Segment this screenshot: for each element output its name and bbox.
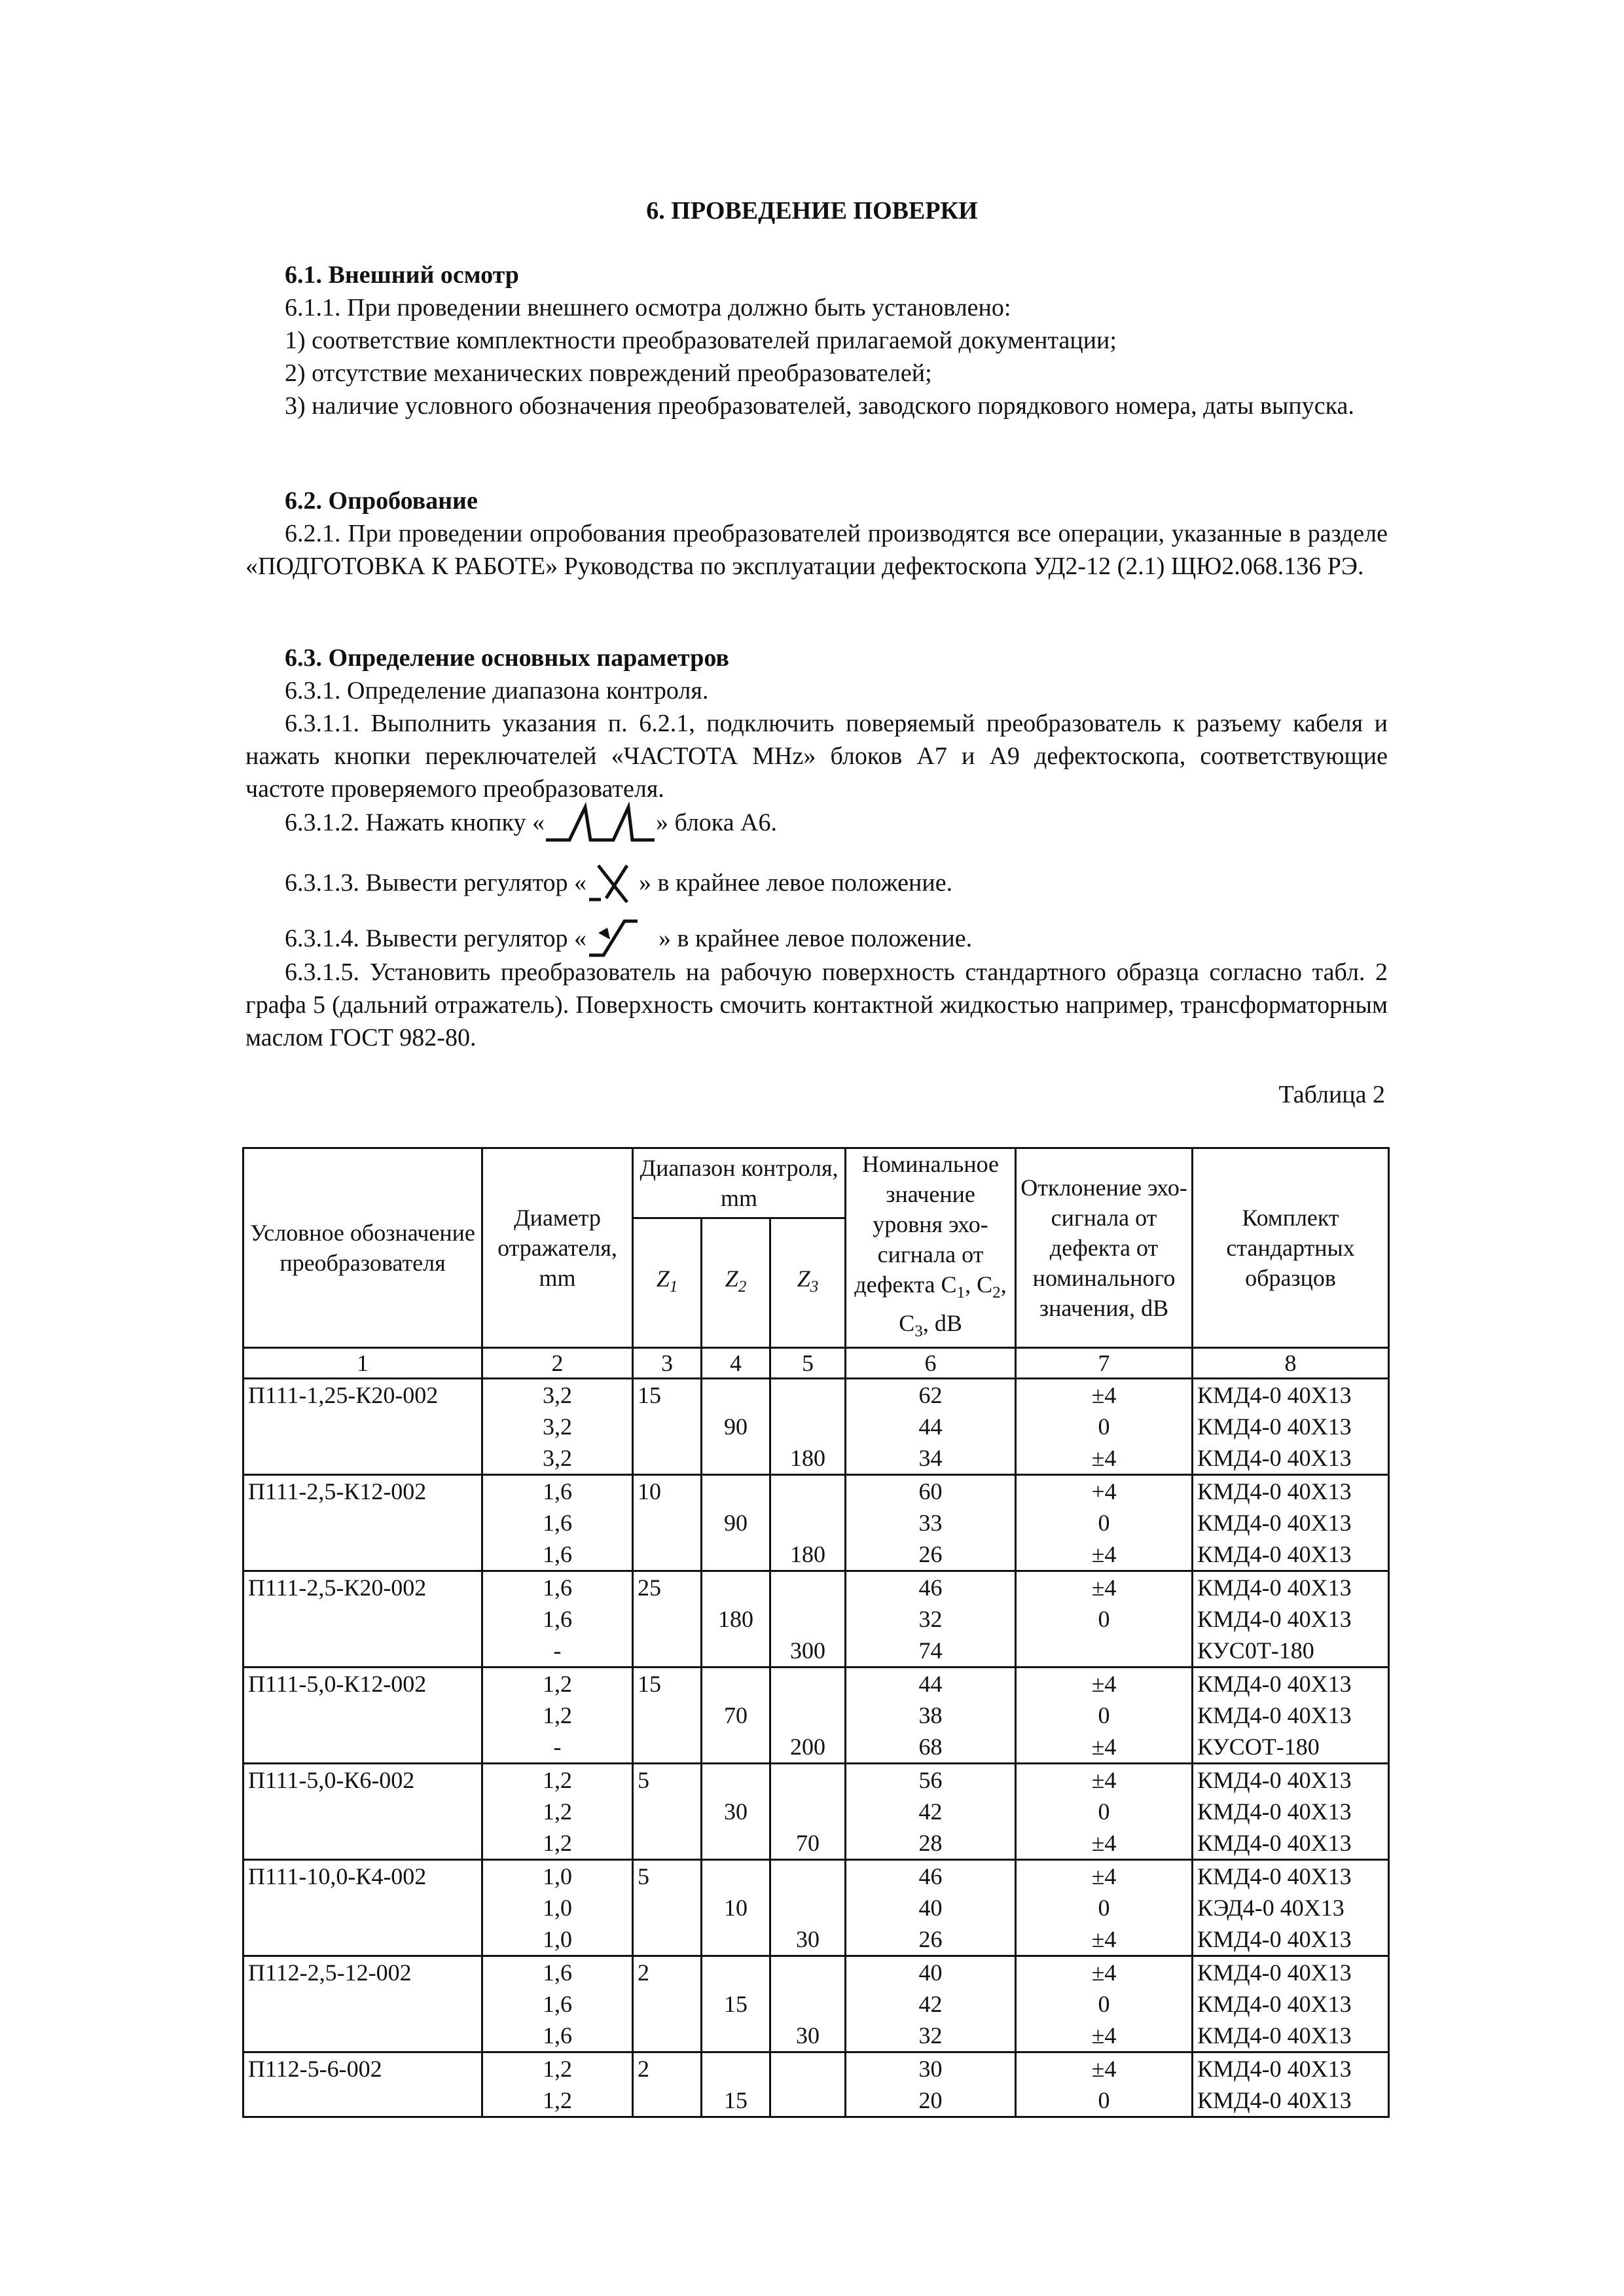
cell-z2: [702, 1923, 770, 1956]
cell-z3: [770, 2085, 846, 2117]
cell-diameter: 1,6: [482, 1571, 633, 1604]
cell-z1: [633, 2020, 702, 2052]
pulse-button-icon: [545, 802, 656, 848]
cell-deviation: [1016, 1635, 1193, 1667]
cell-diameter: 3,2: [482, 1379, 633, 1412]
cell-z1: [633, 1507, 702, 1539]
table-header-row-1: [244, 1148, 1389, 1218]
cell-deviation: ±4: [1016, 1827, 1193, 1860]
paragraph-6-3-1-4-end: » в крайнее левое положение.: [659, 924, 973, 953]
cell-deviation: ±4: [1016, 1571, 1193, 1604]
cell-deviation: 0: [1016, 1507, 1193, 1539]
paragraph-6-3-1-3-end: » в крайнее левое положение.: [639, 869, 953, 897]
header-z1: $Z_1$: [633, 1218, 702, 1348]
cell-diameter: 1,6: [482, 2020, 633, 2052]
cell-z1: [633, 1539, 702, 1571]
cell-diameter: 1,0: [482, 1892, 633, 1923]
cell-sample-set: КМД4-0 40Х13: [1193, 1700, 1389, 1731]
header-z2: $Z_2$: [702, 1218, 770, 1348]
table-row: [244, 1507, 1389, 1539]
header-diameter: Диаметр отражателя, mm: [482, 1148, 633, 1348]
cell-sample-set: КМД4-0 40Х13: [1193, 1411, 1389, 1442]
cell-diameter: -: [482, 1635, 633, 1667]
cell-z1: [633, 1988, 702, 2020]
cell-nominal-level: 26: [846, 1539, 1016, 1571]
cell-deviation: 0: [1016, 1603, 1193, 1635]
cell-diameter: 1,6: [482, 1956, 633, 1989]
cell-deviation: +4: [1016, 1475, 1193, 1508]
table-row: [244, 1764, 1389, 1796]
cell-nominal-level: 56: [846, 1764, 1016, 1796]
cell-nominal-level: 30: [846, 2052, 1016, 2085]
cell-deviation: ±4: [1016, 1442, 1193, 1475]
header-range: Диапазон контроля, mm: [633, 1148, 846, 1218]
cell-deviation: ±4: [1016, 1956, 1193, 1989]
cell-z3: 200: [770, 1731, 846, 1764]
cell-sample-set: КМД4-0 40Х13: [1193, 1571, 1389, 1604]
cell-sample-set: КМД4-0 40Х13: [1193, 1827, 1389, 1860]
table-row: [244, 2085, 1389, 2117]
cell-designation: П112-2,5-12-002: [244, 1956, 482, 1989]
paragraph-6-2-1: 6.2.1. При проведении опробования преобразователей производятся все операции, указанные в разделе «ПОДГОТОВКА К РАБОТЕ» Руководства по эксплуатации дефектоскопа УД2-12 (2.1) ЩЮ2.068.136 РЭ.: [245, 520, 1388, 580]
cell-designation: П112-5-6-002: [244, 2052, 482, 2085]
header-deviation: Отклонение эхо-сигнала от дефекта от номинального значения, dB: [1016, 1148, 1193, 1348]
cell-designation: [244, 1411, 482, 1442]
paragraph-6-3-1-3-start: 6.3.1.3. Вывести регулятор «: [285, 869, 587, 897]
cell-designation: П111-2,5-К12-002: [244, 1475, 482, 1508]
table-row: [244, 1603, 1389, 1635]
cell-diameter: 1,2: [482, 1827, 633, 1860]
cell-z1: 10: [633, 1475, 702, 1508]
table-row: [244, 1827, 1389, 1860]
table-row: [244, 1700, 1389, 1731]
paragraph-6-3-1-3: [245, 859, 1388, 911]
cell-z1: [633, 1603, 702, 1635]
cell-z3: [770, 1988, 846, 2020]
cell-diameter: 1,2: [482, 1764, 633, 1796]
cell-z1: [633, 1700, 702, 1731]
paragraph-6-3-1-2-start: 6.3.1.2. Нажать кнопку «: [285, 809, 545, 837]
table-row: [244, 1667, 1389, 1700]
paragraph-6-3-1-1: 6.3.1.1. Выполнить указания п. 6.2.1, подключить поверяемый преобразователь к разъему кабеля и нажать кнопки переключателей «ЧАСТОТА MHz» блоков А7 и А9 дефектоскопа, соответствующие частоте проверяемого преобразователя.: [245, 710, 1388, 803]
paragraph-6-3-1-5-block: [245, 956, 1388, 1054]
cell-z3: [770, 1571, 846, 1604]
paragraph-6-1-1: 6.1.1. При проведении внешнего осмотра должно быть установлено:: [285, 294, 1011, 321]
cell-z3: [770, 1603, 846, 1635]
cell-diameter: 3,2: [482, 1411, 633, 1442]
cell-deviation: 0: [1016, 1411, 1193, 1442]
table-row: [244, 1635, 1389, 1667]
cell-designation: [244, 2020, 482, 2052]
cell-nominal-level: 46: [846, 1571, 1016, 1604]
cell-z1: 5: [633, 1764, 702, 1796]
cell-deviation: 0: [1016, 1700, 1193, 1731]
cell-sample-set: КМД4-0 40Х13: [1193, 1796, 1389, 1827]
cell-z1: [633, 1892, 702, 1923]
cell-designation: [244, 1988, 482, 2020]
cell-z3: [770, 1892, 846, 1923]
cell-diameter: 1,0: [482, 1923, 633, 1956]
cell-sample-set: КМД4-0 40Х13: [1193, 1764, 1389, 1796]
cell-z1: [633, 1827, 702, 1860]
table-row: [244, 1956, 1389, 1989]
table-caption: Таблица 2: [1278, 1081, 1385, 1108]
cell-z3: 70: [770, 1827, 846, 1860]
table-row: [244, 1571, 1389, 1604]
cell-z3: [770, 1764, 846, 1796]
cell-diameter: 1,2: [482, 1700, 633, 1731]
cell-deviation: ±4: [1016, 2020, 1193, 2052]
cell-z1: 15: [633, 1379, 702, 1412]
cell-sample-set: КУС0Т-180: [1193, 1635, 1389, 1667]
section-6-3-heading: 6.3. Определение основных параметров: [285, 644, 729, 672]
cell-sample-set: КМД4-0 40Х13: [1193, 1442, 1389, 1475]
cell-sample-set: КМД4-0 40Х13: [1193, 1988, 1389, 2020]
cell-diameter: 1,2: [482, 1796, 633, 1827]
cell-z1: [633, 1442, 702, 1475]
cell-z3: [770, 1860, 846, 1893]
cell-deviation: 0: [1016, 1796, 1193, 1827]
cell-z3: [770, 1700, 846, 1731]
cell-diameter: 1,6: [482, 1539, 633, 1571]
cell-z2: [702, 1860, 770, 1893]
column-number: 3: [633, 1348, 702, 1379]
cell-z3: [770, 1411, 846, 1442]
cell-sample-set: КМД4-0 40Х13: [1193, 1923, 1389, 1956]
header-nominal-level: Номинальное значение уровня эхо-сигнала от дефекта $C_1$, $C_2$, $C_3$, dB: [846, 1148, 1016, 1348]
column-number: 5: [770, 1348, 846, 1379]
cell-sample-set: КМД4-0 40Х13: [1193, 1667, 1389, 1700]
cell-z2: [702, 1667, 770, 1700]
cell-z2: [702, 2052, 770, 2085]
cell-z1: [633, 1411, 702, 1442]
cell-nominal-level: 74: [846, 1635, 1016, 1667]
cell-nominal-level: 34: [846, 1442, 1016, 1475]
cell-sample-set: КМД4-0 40Х13: [1193, 1539, 1389, 1571]
cell-z3: [770, 1379, 846, 1412]
cell-diameter: 3,2: [482, 1442, 633, 1475]
column-number: 7: [1016, 1348, 1193, 1379]
table-row: [244, 1475, 1389, 1508]
cell-deviation: ±4: [1016, 1731, 1193, 1764]
cell-designation: [244, 1827, 482, 1860]
cell-designation: П111-2,5-К20-002: [244, 1571, 482, 1604]
cell-nominal-level: 20: [846, 2085, 1016, 2117]
cell-sample-set: КМД4-0 40Х13: [1193, 2020, 1389, 2052]
cell-designation: [244, 1635, 482, 1667]
cell-diameter: 1,6: [482, 1475, 633, 1508]
table-row: [244, 1731, 1389, 1764]
cell-diameter: -: [482, 1731, 633, 1764]
cell-nominal-level: 44: [846, 1411, 1016, 1442]
paragraph-6-3-1-2: [245, 802, 1388, 848]
column-number: 4: [702, 1348, 770, 1379]
cell-z2: 30: [702, 1796, 770, 1827]
cell-deviation: ±4: [1016, 1764, 1193, 1796]
cell-designation: [244, 1539, 482, 1571]
cell-designation: [244, 1603, 482, 1635]
table-2: [242, 1147, 1390, 2118]
column-number-row: [244, 1348, 1389, 1379]
cell-deviation: 0: [1016, 1892, 1193, 1923]
section-6-1-heading: 6.1. Внешний осмотр: [285, 261, 519, 289]
cell-designation: [244, 1700, 482, 1731]
column-number: 2: [482, 1348, 633, 1379]
table-row: [244, 1539, 1389, 1571]
section-6-3: [245, 642, 1388, 805]
cell-z2: 90: [702, 1507, 770, 1539]
header-z3: $Z_3$: [770, 1218, 846, 1348]
cell-sample-set: КМД4-0 40Х13: [1193, 1379, 1389, 1412]
cell-designation: [244, 1731, 482, 1764]
cell-nominal-level: 38: [846, 1700, 1016, 1731]
cell-z1: 5: [633, 1860, 702, 1893]
cell-z2: [702, 1571, 770, 1604]
cell-z3: 30: [770, 1923, 846, 1956]
cell-designation: [244, 1892, 482, 1923]
cell-designation: П111-10,0-К4-002: [244, 1860, 482, 1893]
cell-z3: [770, 1956, 846, 1989]
cell-designation: [244, 1507, 482, 1539]
cell-z3: 30: [770, 2020, 846, 2052]
cell-sample-set: КЭД4-0 40Х13: [1193, 1892, 1389, 1923]
cell-diameter: 1,6: [482, 1988, 633, 2020]
table-row: [244, 2020, 1389, 2052]
cell-diameter: 1,6: [482, 1507, 633, 1539]
table-body: [244, 1348, 1389, 2117]
cell-sample-set: КМД4-0 40Х13: [1193, 2085, 1389, 2117]
cell-z3: [770, 1796, 846, 1827]
cell-z3: [770, 1667, 846, 1700]
cell-designation: [244, 1442, 482, 1475]
section-6-2: [245, 484, 1388, 583]
cell-nominal-level: 62: [846, 1379, 1016, 1412]
cell-nominal-level: 60: [846, 1475, 1016, 1508]
cell-z2: [702, 1764, 770, 1796]
cell-z2: [702, 1539, 770, 1571]
cell-z1: 15: [633, 1667, 702, 1700]
paragraph-6-3-1-5: 6.3.1.5. Установить преобразователь на рабочую поверхность стандартного образца согласно табл. 2 графа 5 (дальний отражатель). Поверхность смочить контактной жидкостью например, трансформаторным маслом ГОСТ 982-80.: [245, 958, 1388, 1051]
cell-z1: [633, 1731, 702, 1764]
cell-z3: [770, 2052, 846, 2085]
cell-nominal-level: 32: [846, 1603, 1016, 1635]
cell-z3: [770, 1507, 846, 1539]
cross-regulator-icon: [586, 859, 639, 911]
cell-diameter: 1,2: [482, 1667, 633, 1700]
paragraph-6-3-1-2-end: » блока А6.: [655, 809, 777, 837]
cell-diameter: 1,0: [482, 1860, 633, 1893]
cell-z2: [702, 1475, 770, 1508]
cell-nominal-level: 68: [846, 1731, 1016, 1764]
cell-z2: 180: [702, 1603, 770, 1635]
cell-deviation: ±4: [1016, 2052, 1193, 2085]
cell-deviation: 0: [1016, 1988, 1193, 2020]
cell-z1: [633, 1923, 702, 1956]
table-row: [244, 1379, 1389, 1412]
cell-z2: 90: [702, 1411, 770, 1442]
cell-z3: 300: [770, 1635, 846, 1667]
cell-z3: [770, 1475, 846, 1508]
paragraph-6-3-1-4-start: 6.3.1.4. Вывести регулятор «: [285, 924, 587, 953]
cell-z2: [702, 1827, 770, 1860]
cell-z1: [633, 1635, 702, 1667]
cell-nominal-level: 40: [846, 1892, 1016, 1923]
cell-deviation: ±4: [1016, 1379, 1193, 1412]
cell-nominal-level: 32: [846, 2020, 1016, 2052]
table-row: [244, 1860, 1389, 1893]
cell-z1: [633, 1796, 702, 1827]
cell-diameter: 1,2: [482, 2085, 633, 2117]
cell-z1: 2: [633, 1956, 702, 1989]
cell-designation: [244, 1796, 482, 1827]
cell-sample-set: КМД4-0 40Х13: [1193, 2052, 1389, 2085]
cell-deviation: ±4: [1016, 1539, 1193, 1571]
header-designation: Условное обозначение преобразователя: [244, 1148, 482, 1348]
cell-nominal-level: 28: [846, 1827, 1016, 1860]
table-row: [244, 1892, 1389, 1923]
cell-nominal-level: 40: [846, 1956, 1016, 1989]
cell-sample-set: КУСОТ-180: [1193, 1731, 1389, 1764]
column-number: 6: [846, 1348, 1016, 1379]
cell-nominal-level: 44: [846, 1667, 1016, 1700]
cell-z2: [702, 1956, 770, 1989]
cell-nominal-level: 46: [846, 1860, 1016, 1893]
cell-sample-set: КМД4-0 40Х13: [1193, 1507, 1389, 1539]
table-row: [244, 1442, 1389, 1475]
cell-deviation: ±4: [1016, 1860, 1193, 1893]
column-number: 8: [1193, 1348, 1389, 1379]
table-row: [244, 1988, 1389, 2020]
cell-z2: [702, 1379, 770, 1412]
cell-diameter: 1,6: [482, 1603, 633, 1635]
list-item-2: 2) отсутствие механических повреждений преобразователей;: [285, 359, 932, 387]
cell-sample-set: КМД4-0 40Х13: [1193, 1603, 1389, 1635]
table-row: [244, 2052, 1389, 2085]
cell-z3: 180: [770, 1442, 846, 1475]
cell-z2: [702, 1635, 770, 1667]
cell-z1: [633, 2085, 702, 2117]
list-item-3: 3) наличие условного обозначения преобразователей, заводского порядкового номера, даты выпуска.: [285, 392, 1354, 420]
cell-nominal-level: 42: [846, 1796, 1016, 1827]
section-6-2-heading: 6.2. Опробование: [285, 487, 478, 515]
cell-z2: [702, 1442, 770, 1475]
table-row: [244, 1796, 1389, 1827]
cell-z2: 15: [702, 1988, 770, 2020]
section-title: 6. ПРОВЕДЕНИЕ ПОВЕРКИ: [646, 197, 978, 225]
cell-deviation: ±4: [1016, 1667, 1193, 1700]
table-row: [244, 1923, 1389, 1956]
cell-z3: 180: [770, 1539, 846, 1571]
cell-sample-set: КМД4-0 40Х13: [1193, 1860, 1389, 1893]
cell-nominal-level: 33: [846, 1507, 1016, 1539]
cell-nominal-level: 26: [846, 1923, 1016, 1956]
section-6-1: [245, 259, 1388, 422]
cell-designation: [244, 1923, 482, 1956]
paragraph-6-3-1: 6.3.1. Определение диапазона контроля.: [285, 677, 709, 704]
list-item-1: 1) соответствие комплектности преобразователей прилагаемой документации;: [285, 327, 1117, 354]
cell-z2: 15: [702, 2085, 770, 2117]
cell-z2: [702, 1731, 770, 1764]
cell-z2: 10: [702, 1892, 770, 1923]
table-row: [244, 1411, 1389, 1442]
column-number: 1: [244, 1348, 482, 1379]
cell-z1: 25: [633, 1571, 702, 1604]
cell-designation: П111-5,0-К12-002: [244, 1667, 482, 1700]
cell-diameter: 1,2: [482, 2052, 633, 2085]
cell-nominal-level: 42: [846, 1988, 1016, 2020]
cell-designation: П111-5,0-К6-002: [244, 1764, 482, 1796]
cell-designation: П111-1,25-К20-002: [244, 1379, 482, 1412]
cell-deviation: 0: [1016, 2085, 1193, 2117]
header-sample-set: Комплект стандартных образцов: [1193, 1148, 1389, 1348]
cell-sample-set: КМД4-0 40Х13: [1193, 1475, 1389, 1508]
cell-deviation: ±4: [1016, 1923, 1193, 1956]
cell-z2: [702, 2020, 770, 2052]
cell-designation: [244, 2085, 482, 2117]
cell-z2: 70: [702, 1700, 770, 1731]
cell-sample-set: КМД4-0 40Х13: [1193, 1956, 1389, 1989]
cell-z1: 2: [633, 2052, 702, 2085]
